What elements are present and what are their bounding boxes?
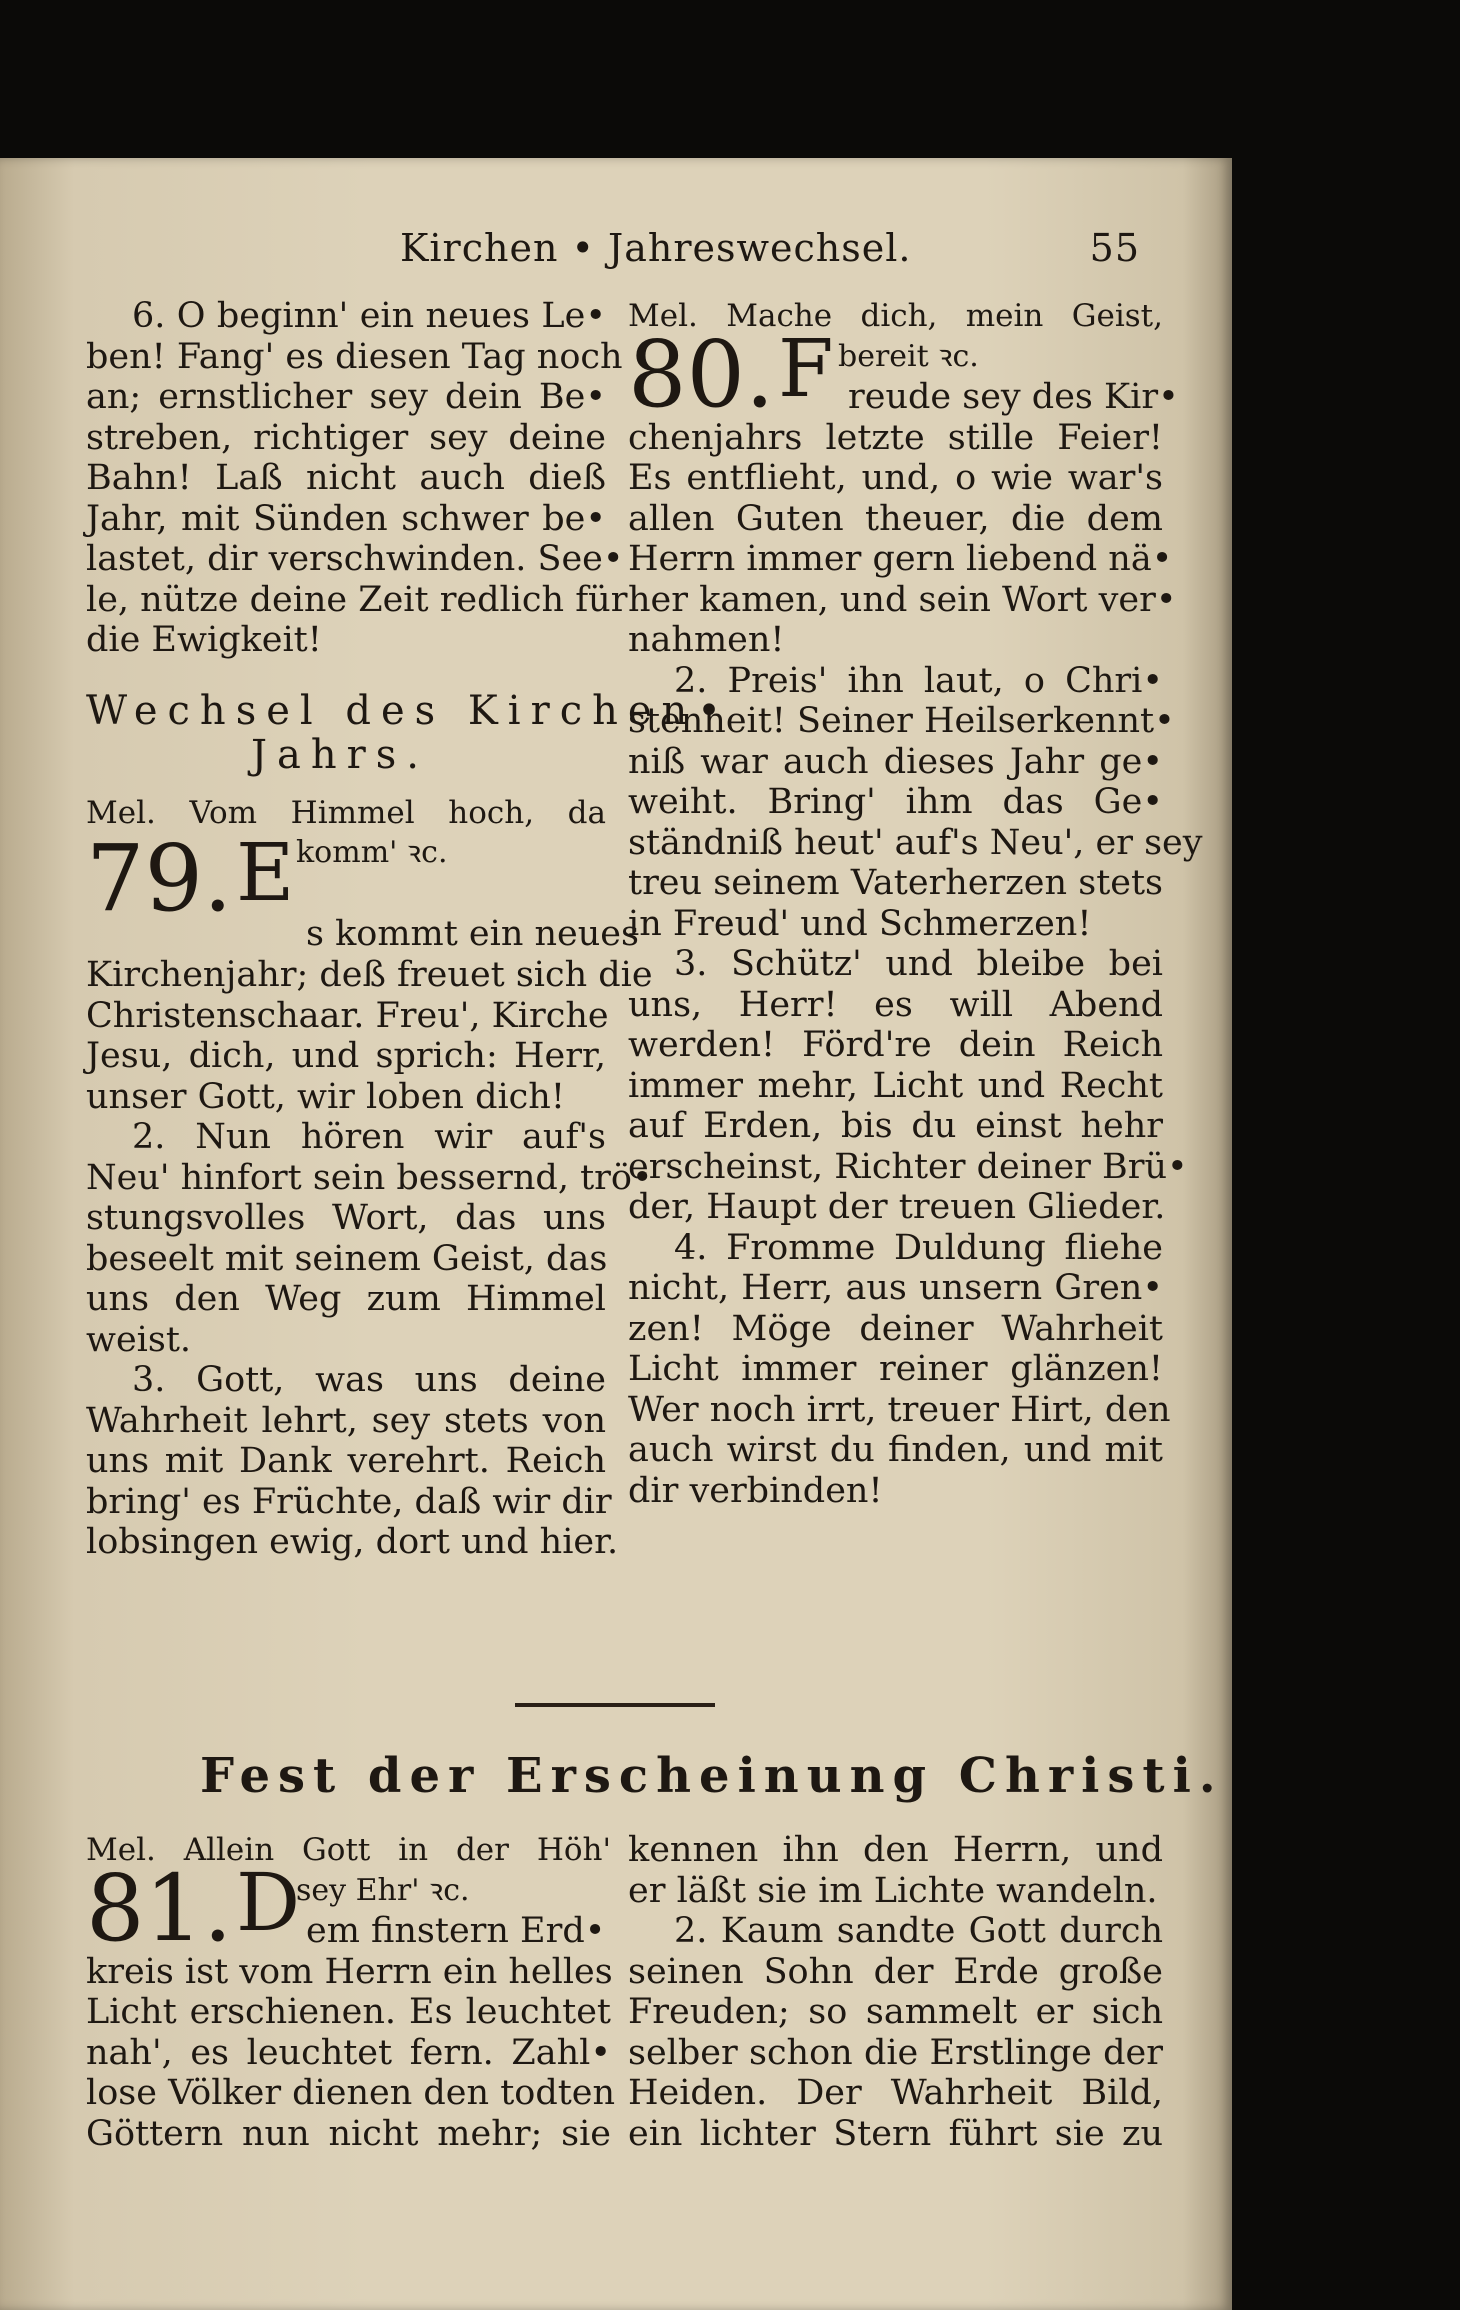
text-line: Herrn immer gern liebend nä• [628, 539, 1173, 579]
text-line: kennen ihn den Herrn, und [628, 1830, 1163, 1870]
text-line: zen! Möge deiner Wahrheit [628, 1308, 1163, 1349]
text-line: 6. O beginn' ein neues Le• [132, 296, 606, 336]
hymn-81 [86, 1830, 616, 2154]
text-line: kreis ist vom Herrn ein helles [86, 1951, 613, 1992]
lower-left-column [86, 1830, 616, 2154]
text-line: beseelt mit seinem Geist, das [86, 1238, 608, 1279]
heading-line: Wechsel des Kirchen• [86, 687, 731, 734]
hymn-80 [628, 296, 1203, 1511]
text-line: immer mehr, Licht und Recht [628, 1065, 1163, 1106]
text-line: Neu' hinfort sein bessernd, trö• [86, 1157, 653, 1198]
text-line: ein lichter Stern führt sie zu [628, 2113, 1163, 2154]
text-line: her kamen, und sein Wort ver• [628, 579, 1177, 620]
lower-right-column [628, 1830, 1163, 2154]
text-line: Bahn! Laß nicht auch dieß [86, 458, 606, 498]
text-line: 3. Schütz' und bleibe bei [674, 944, 1163, 984]
text-line: in Freud' und Schmerzen! [628, 903, 1092, 944]
text-line: stungsvolles Wort, das uns [86, 1198, 606, 1238]
text-line: nicht, Herr, aus unsern Gren• [628, 1268, 1163, 1308]
text-line: seinen Sohn der Erde große [628, 1951, 1163, 1992]
text-line: werden! Förd're dein Reich [628, 1025, 1163, 1065]
text-line: weist. [86, 1319, 192, 1360]
text-line: uns den Weg zum Himmel [86, 1279, 606, 1319]
right-column [628, 296, 1203, 1511]
text-line: s kommt ein neues [306, 913, 639, 954]
text-line: die Ewigkeit! [86, 620, 322, 660]
text-line: ständniß heut' auf's Neu', er sey [628, 822, 1203, 863]
melody-line: bereit ꝛc. [838, 338, 979, 374]
text-line: nahmen! [628, 620, 785, 660]
melody-line: komm' ꝛc. [296, 835, 448, 870]
text-line: le, nütze deine Zeit redlich für [86, 579, 628, 620]
text-line: 2. Nun hören wir auf's [132, 1117, 606, 1157]
text-line: Freuden; so sammelt er sich [628, 1992, 1163, 2032]
text-line: auf Erden, bis du einst hehr [628, 1106, 1163, 1146]
text-line: Jesu, dich, und sprich: Herr, [86, 1036, 606, 1076]
text-line: er läßt sie im Lichte wandeln. [628, 1870, 1158, 1911]
text-line: selber schon die Erstlinge der [628, 2032, 1163, 2073]
text-line: Heiden. Der Wahrheit Bild, [628, 2073, 1163, 2113]
text-line: Wahrheit lehrt, sey stets von [86, 1400, 606, 1441]
melody-line: sey Ehr' ꝛc. [296, 1872, 470, 1908]
melody-line: Mel. Mache dich, mein Geist, [628, 298, 1163, 334]
melody-line: Mel. Vom Himmel hoch, da [86, 794, 606, 831]
text-line: ben! Fang' es diesen Tag noch [86, 336, 623, 377]
text-line: uns mit Dank verehrt. Reich [86, 1441, 606, 1481]
book-page [0, 158, 1232, 2310]
text-line: 2. Preis' ihn laut, o Chri• [674, 660, 1163, 701]
verse-6 [86, 296, 628, 661]
text-line: allen Guten theuer, die dem [628, 498, 1163, 539]
page-number: 55 [1089, 226, 1140, 270]
text-line: Wer noch irrt, treuer Hirt, den [628, 1389, 1171, 1430]
header-title: Kirchen • Jahreswechsel. [400, 226, 912, 270]
text-line: chenjahrs letzte stille Feier! [628, 417, 1163, 458]
hymn-number: 79. [86, 825, 233, 932]
text-line: weiht. Bring' ihm das Ge• [628, 782, 1163, 822]
text-line: unser Gott, wir loben dich! [86, 1076, 565, 1117]
text-line: Jahr, mit Sünden schwer be• [86, 498, 606, 539]
drop-cap: E [236, 826, 295, 919]
text-line: an; ernstlicher sey dein Be• [86, 377, 606, 417]
text-line: 3. Gott, was uns deine [132, 1360, 606, 1400]
text-line: uns, Herr! es will Abend [628, 984, 1163, 1025]
text-line: lobsingen ewig, dort und hier. [86, 1522, 619, 1562]
text-line: erscheinst, Richter deiner Brü• [628, 1146, 1188, 1187]
hymn-79 [86, 793, 653, 1563]
hymn-number: 81. [86, 1854, 233, 1962]
heading-line: Jahrs. [251, 731, 430, 778]
section-title: Fest der Erscheinung Christi. [200, 1748, 1224, 1804]
section-heading [86, 687, 731, 779]
text-line: Kirchenjahr; deß freuet sich die [86, 955, 653, 995]
section-divider [515, 1703, 715, 1707]
melody-line: Mel. Allein Gott in der Höh' [86, 1832, 611, 1868]
text-line: Licht immer reiner glänzen! [628, 1349, 1163, 1389]
text-line: 4. Fromme Duldung fliehe [674, 1227, 1163, 1268]
text-line: em finstern Erd• [306, 1911, 606, 1951]
text-line: Licht erschienen. Es leuchtet [86, 1992, 611, 2032]
text-line: nah', es leuchtet fern. Zahl• [86, 2032, 611, 2073]
text-line: stenheit! Seiner Heilserkennt• [628, 701, 1175, 741]
text-line: lastet, dir verschwinden. See• [86, 539, 624, 579]
text-line: Es entflieht, und, o wie war's [628, 458, 1163, 498]
text-line: reude sey des Kir• [848, 377, 1179, 417]
text-line: niß war auch dieses Jahr ge• [628, 741, 1163, 782]
text-line: 2. Kaum sandte Gott durch [674, 1911, 1163, 1951]
hymn-number: 80. [628, 320, 775, 428]
text-line: streben, richtiger sey deine [86, 417, 606, 458]
running-header [400, 226, 1200, 276]
text-line: lose Völker dienen den todten [86, 2073, 616, 2113]
text-line: Göttern nun nicht mehr; sie [86, 2113, 611, 2154]
text-line: treu seinem Vaterherzen stets [628, 863, 1163, 903]
text-line: der, Haupt der treuen Glieder. [628, 1187, 1166, 1227]
text-line: dir verbinden! [628, 1470, 883, 1511]
text-line: bring' es Früchte, daß wir dir [86, 1481, 612, 1522]
drop-cap: D [236, 1855, 301, 1949]
text-line: auch wirst du finden, und mit [628, 1430, 1163, 1470]
drop-cap: F [778, 321, 834, 415]
text-line: Christenschaar. Freu', Kirche [86, 995, 609, 1036]
